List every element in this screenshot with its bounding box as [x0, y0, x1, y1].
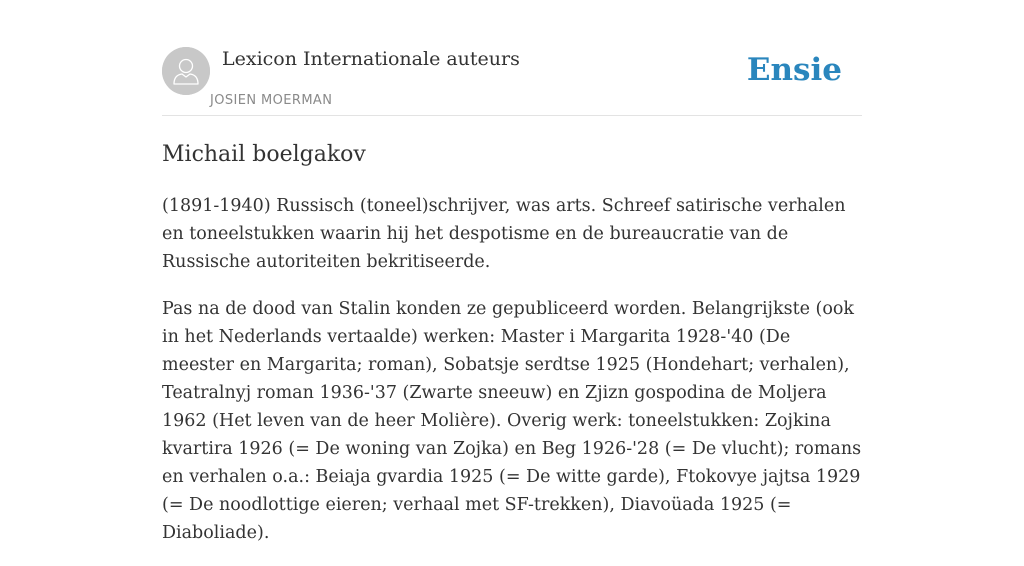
author-name-link[interactable]: JOSIEN MOERMAN: [210, 93, 333, 108]
user-avatar-icon[interactable]: [162, 47, 210, 95]
article-title: Michail boelgakov: [162, 142, 366, 167]
article-paragraph: (1891-1940) Russisch (toneel)schrijver, was arts. Schreef satirische verhalen en toneelstukken waarin hij het despotisme en de bureaucratie van de Russische autoriteiten bekritiseerde.: [162, 196, 846, 272]
article-paragraph: Pas na de dood van Stalin konden ze gepubliceerd worden. Belangrijkste (ook in het Nederlands vertaalde) werken: Master i Margarita 1928-'40 (De meester en Margarita; roman), Sobatsje serdtse 1925 (Hondehart; verhalen), Teatralnyj roman 1936-'37 (Zwarte sneeuw) en Zjizn gospodina de Moljera 1962 (Het leven van de heer Molière). Overig werk: toneelstukken: Zojkina kvartira 1926 (= De woning van Zojka) en Beg 1926-'28 (= De vlucht); romans en verhalen o.a.: Beiaja gvardia 1925 (= De witte garde), Ftokovye jajtsa 1929 (= De noodlottige eieren; verhaal met SF-trekken), Diavoüada 1925 (= Diaboliade).: [162, 299, 862, 543]
user-silhouette-icon: [162, 47, 210, 95]
lexicon-title-link[interactable]: Lexicon Internationale auteurs: [222, 48, 520, 70]
ensie-logo[interactable]: Ensie: [746, 52, 842, 88]
lexicon-header: [162, 47, 862, 116]
article-body: [162, 192, 862, 566]
